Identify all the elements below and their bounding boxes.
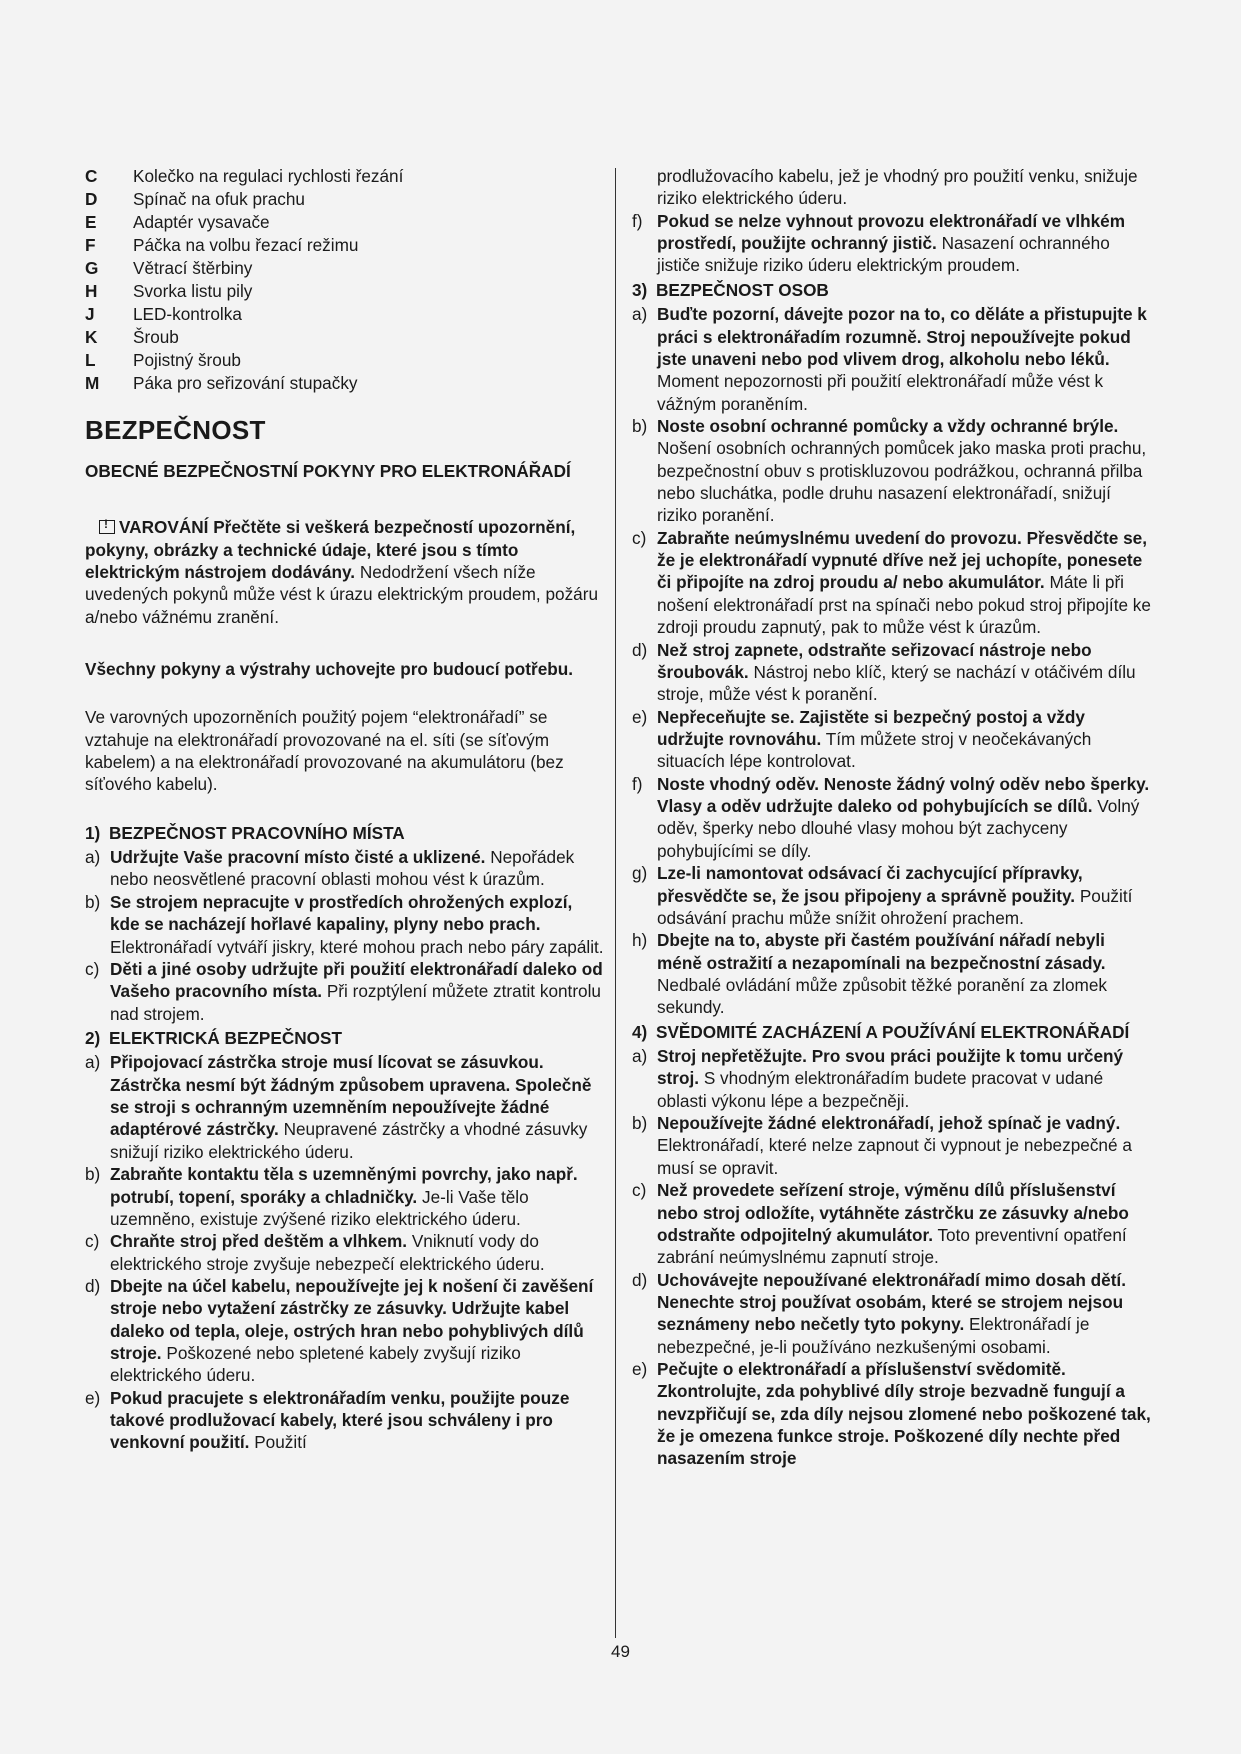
item-letter: b): [85, 891, 101, 912]
item-text: Neupravené zástrčky a vhodné zásuvky snižují riziko elektrického úderu.: [110, 1119, 588, 1162]
part-label: Páčka na volbu řezací režimu: [133, 235, 359, 255]
section-2-items: [85, 1051, 605, 1453]
part-row: [85, 349, 605, 372]
section-number: 1): [85, 822, 101, 843]
continued-text: prodlužovacího kabelu, jež je vhodný pro použití venku, snižuje riziko elektrického úderu.: [657, 166, 1138, 209]
list-item: [632, 1269, 1152, 1358]
list-item: [85, 1230, 605, 1275]
item-bold: Pokud pracujete s elektronářadím venku, použijte pouze takové prodlužovací kabely, které jsou schváleny i pro venkovní použití.: [110, 1387, 570, 1453]
item-bold: Dbejte na účel kabelu, nepoužívejte jej k nošení či zavěšení stroje nebo vytažení zástrčky ze zásuvky. Udržujte kabel daleko od tepla, oleje, ostrých hran nebo pohyblivých dílů stroje.: [110, 1275, 594, 1364]
list-item: [85, 846, 605, 891]
item-text: Elektronářadí vytváří jiskry, které mohou prach nebo páry zapálit.: [110, 936, 604, 957]
left-column: [85, 165, 605, 1454]
part-row: [85, 234, 605, 257]
item-letter: c): [632, 1180, 647, 1201]
part-letter: G: [85, 258, 99, 278]
section-4-items: [632, 1045, 1152, 1470]
list-item: [85, 958, 605, 1025]
part-label: Šroub: [133, 327, 179, 347]
part-letter: L: [85, 350, 96, 370]
item-bold: Pokud se nelze vyhnout provozu elektronářadí ve vlhkém prostředí, použijte ochranný jistič.: [657, 210, 1126, 254]
section-number: 2): [85, 1027, 101, 1048]
item-bold: Děti a jiné osoby udržujte při použití elektronářadí daleko od Vašeho pracovního místa.: [110, 958, 603, 1002]
item-text: Elektronářadí je nebezpečné, je-li používáno nezkušenými osobami.: [657, 1314, 1090, 1357]
item-letter: a): [632, 1046, 648, 1067]
item-bold: Než provedete seřízení stroje, výměnu dílů příslušenství nebo stroj odložíte, vytáhněte zástrčku ze zásuvky a/nebo odstraňte odpojitelný akumulátor.: [657, 1180, 1129, 1245]
list-item: [632, 706, 1152, 773]
part-row: [85, 303, 605, 326]
part-row: [85, 211, 605, 234]
part-row: [85, 326, 605, 349]
item-bold: Zabraňte kontaktu těla s uzemněnými povrchy, jako např. potrubí, topení, sporáky a chladničky.: [110, 1164, 578, 1207]
item-text: Moment nepozornosti při použití elektronářadí může vést k vážným poraněním.: [657, 371, 1104, 414]
item-text: Toto preventivní opatření zabrání neúmyslnému zapnutí stroje.: [657, 1224, 1127, 1268]
item-letter: c): [85, 958, 100, 979]
section-title: BEZPEČNOST OSOB: [656, 279, 829, 300]
warning-icon: [99, 520, 115, 534]
item-letter: e): [85, 1387, 101, 1408]
section-title: BEZPEČNOST PRACOVNÍHO MÍSTA: [109, 822, 405, 843]
part-row: [85, 280, 605, 303]
item-letter: c): [632, 527, 647, 548]
parts-list: [85, 165, 605, 395]
section-3-items: [632, 303, 1152, 1019]
list-item: [632, 639, 1152, 706]
item-text: Nasazení ochranného jističe snižuje riziko úderu elektrickým proudem.: [657, 233, 1110, 276]
list-item: [632, 1112, 1152, 1179]
item-bold: Nepřeceňujte se. Zajistěte si bezpečný postoj a vždy udržujte rovnováhu.: [657, 706, 1085, 749]
section-number: 3): [632, 279, 648, 300]
part-label: Kolečko na regulaci rychlosti řezání: [133, 166, 404, 186]
part-row: [85, 372, 605, 395]
item-letter: b): [632, 1113, 648, 1134]
part-label: LED-kontrolka: [133, 304, 242, 324]
list-item: [632, 415, 1152, 527]
section-number: 4): [632, 1021, 648, 1042]
keep-instructions: Všechny pokyny a výstrahy uchovejte pro budoucí potřebu.: [85, 658, 574, 679]
part-label: Spínač na ofuk prachu: [133, 189, 305, 209]
section-title: ELEKTRICKÁ BEZPEČNOST: [109, 1027, 342, 1048]
item-letter: a): [632, 304, 648, 325]
item-letter: a): [85, 847, 101, 868]
item-letter: f): [632, 210, 643, 231]
item-letter: f): [632, 773, 643, 794]
part-letter: J: [85, 304, 95, 324]
item-bold: Zabraňte neúmyslnému uvedení do provozu. Přesvědčte se, že je elektronářadí vypnuté dříve než jej uchopíte, ponesete či připojíte na zdroj proudu a/ nebo akumulátor.: [657, 527, 1147, 593]
item-bold: Uchovávejte nepoužívané elektronářadí mimo dosah dětí. Nenechte stroj používat osobám, které se strojem nejsou seznámeny nebo nečetly tyto pokyny.: [657, 1269, 1126, 1335]
list-item: [632, 210, 1152, 277]
part-label: Pojistný šroub: [133, 350, 241, 370]
section-2: [85, 1027, 605, 1454]
list-item: [85, 891, 605, 958]
item-text: Tím můžete stroj v neočekávaných situacích lépe kontrolovat.: [657, 728, 1092, 772]
part-letter: D: [85, 189, 98, 209]
part-row: [85, 165, 605, 188]
item-text: Použití odsávání prachu může snížit ohrožení prachem.: [657, 885, 1133, 928]
item-bold: Se strojem nepracujte v prostředích ohrožených explozí, kde se nacházejí hořlavé kapaliny, plyny nebo prach.: [110, 891, 573, 935]
item-text: Nepořádek nebo neosvětlené pracovní oblasti mohou vést k úrazům.: [110, 847, 575, 890]
item-text: Vniknutí vody do elektrického stroje zvyšuje nebezpečí elektrického úderu.: [110, 1231, 545, 1274]
item-text: Poškozené nebo spletené kabely zvyšují riziko elektrického úderu.: [110, 1343, 521, 1386]
part-row: [85, 257, 605, 280]
item-bold: Připojovací zástrčka stroje musí lícovat se zásuvkou. Zástrčka nesmí být žádným způsobem upravena. Společně se stroji s ochranným uzemněním nepoužívejte žádné adaptérové zástrčky.: [110, 1052, 592, 1140]
item-text: Nedbalé ovládání může způsobit těžké poranění za zlomek sekundy.: [657, 974, 1108, 1018]
item-letter: e): [632, 1359, 648, 1380]
part-label: Adaptér vysavače: [133, 212, 270, 232]
part-label: Páka pro seřizování stupačky: [133, 373, 358, 393]
list-item: [632, 303, 1152, 415]
right-column: [632, 165, 1152, 1470]
item-text: Je-li Vaše tělo uzemněno, existuje zvýšené riziko elektrického úderu.: [110, 1186, 529, 1229]
item-letter: a): [85, 1052, 101, 1073]
item-bold: Stroj nepřetěžujte. Pro svou práci použijte k tomu určený stroj.: [657, 1046, 1124, 1089]
part-label: Větrací štěrbiny: [133, 258, 253, 278]
list-item: [85, 1387, 605, 1454]
section-3: [632, 279, 1152, 1019]
section-1: [85, 822, 605, 1025]
list-item: [85, 1051, 605, 1163]
item-text: Nástroj nebo klíč, který se nachází v otáčivém dílu stroje, může vést k poranění.: [657, 661, 1136, 705]
item-text: Máte li při nošení elektronářadí prst na spínači nebo pokud stroj připojíte ke zdroji proudu zapnutý, pak to může vést k úrazům.: [657, 572, 1151, 638]
item-bold: Dbejte na to, abyste při častém používání nářadí nebyli méně ostražití a nezapomínali na bezpečnostní zásady.: [657, 930, 1106, 973]
section-title: SVĚDOMITÉ ZACHÁZENÍ A POUŽÍVÁNÍ ELEKTRONÁŘADÍ: [656, 1021, 1130, 1042]
list-item: [632, 1179, 1152, 1268]
warning-block: [85, 516, 605, 628]
section-1-items: [85, 846, 605, 1025]
item-text: Volný oděv, šperky nebo dlouhé vlasy mohou být zachyceny pohybujícími se díly.: [657, 796, 1140, 861]
item-text: Elektronářadí, které nelze zapnout či vypnout je nebezpečné a musí se opravit.: [657, 1135, 1132, 1178]
item-letter: h): [632, 930, 648, 951]
list-item: [632, 862, 1152, 929]
item-letter: d): [632, 639, 648, 660]
item-bold: Udržujte Vaše pracovní místo čisté a uklizené.: [110, 847, 486, 868]
item-text: Použití: [254, 1432, 307, 1453]
item-letter: b): [85, 1164, 101, 1185]
item-bold: Lze-li namontovat odsávací či zachycující přípravky, přesvědčte se, že jsou připojeny a správně použity.: [657, 863, 1083, 906]
item-letter: g): [632, 863, 648, 884]
item-text: Nošení osobních ochranných pomůcek jako maska proti prachu, bezpečnostní obuv s protiskluzovou podrážkou, ochranná přilba nebo sluchátka, podle druhu nasazení elektronářadí, snižují riziko poranění.: [657, 438, 1147, 526]
part-row: [85, 188, 605, 211]
item-letter: d): [85, 1275, 101, 1296]
item-bold: Nepoužívejte žádné elektronářadí, jehož spínač je vadný.: [657, 1113, 1121, 1134]
sub-heading: OBECNÉ BEZPEČNOSTNÍ POKYNY PRO ELEKTRONÁŘADÍ: [85, 460, 571, 481]
item-bold: Noste osobní ochranné pomůcky a vždy ochranné brýle.: [657, 415, 1119, 436]
part-label: Svorka listu pily: [133, 281, 253, 301]
part-letter: K: [85, 327, 98, 347]
list-item: [632, 929, 1152, 1018]
item-letter: e): [632, 706, 648, 727]
item-letter: b): [632, 415, 648, 436]
item-bold: Buďte pozorní, dávejte pozor na to, co děláte a přistupujte k práci s elektronářadím rozumně. Stroj nepoužívejte pokud jste unaveni nebo pod vlivem drog, alkoholu nebo léků.: [657, 304, 1147, 369]
list-item: [632, 527, 1152, 639]
term-definition: Ve varovných upozorněních použitý pojem “elektronářadí” se vztahuje na elektronářadí provozované na el. síti (se síťovým kabelem) a na elektronářadí provozované na akumulátoru (bez síťového kabelu).: [85, 707, 564, 795]
section-4: [632, 1021, 1152, 1470]
item-text: S vhodným elektronářadím budete pracovat v udané oblasti výkonu lépe a bezpečněji.: [657, 1068, 1104, 1111]
page-number: 49: [611, 1642, 630, 1661]
part-letter: M: [85, 373, 100, 393]
list-item: [85, 1275, 605, 1387]
column-divider: [615, 168, 616, 1638]
item-bold: Chraňte stroj před deštěm a vlhkem.: [110, 1231, 408, 1252]
item-bold: Pečujte o elektronářadí a příslušenství svědomitě. Zkontrolujte, zda pohyblivé díly stroje bezvadně fungují a nevzpřičují se, zda díly nejsou zlomené nebo poškozené tak, že je omezena funkce stroje. Poškozené díly nechte před nasazením stroje: [657, 1359, 1151, 1469]
part-letter: C: [85, 166, 98, 186]
part-letter: E: [85, 212, 97, 232]
section-heading: BEZPEČNOST: [85, 415, 266, 445]
warning-text: Nedodržení všech níže uvedených pokynů může vést k úrazu elektrickým proudem, požáru a/nebo vážnému zranění.: [85, 561, 599, 627]
list-item: [85, 1163, 605, 1230]
list-item: [632, 1045, 1152, 1112]
part-letter: H: [85, 281, 98, 301]
item-text: Při rozptýlení můžete ztratit kontrolu nad strojem.: [110, 981, 601, 1024]
list-item: [632, 773, 1152, 862]
item-bold: Noste vhodný oděv. Nenoste žádný volný oděv nebo šperky. Vlasy a oděv udržujte daleko od pohybujících se dílů.: [657, 773, 1150, 817]
item-bold: Než stroj zapnete, odstraňte seřizovací nástroje nebo šroubovák.: [657, 639, 1092, 682]
item-letter: c): [85, 1231, 100, 1252]
part-letter: F: [85, 235, 96, 255]
item-letter: d): [632, 1269, 648, 1290]
list-item: [632, 1358, 1152, 1470]
warning-bold-text: VAROVÁNÍ Přečtěte si veškerá bezpečností upozornění, pokyny, obrázky a technické údaje, které jsou s tímto elektrickým nástrojem dodávány.: [85, 517, 576, 582]
